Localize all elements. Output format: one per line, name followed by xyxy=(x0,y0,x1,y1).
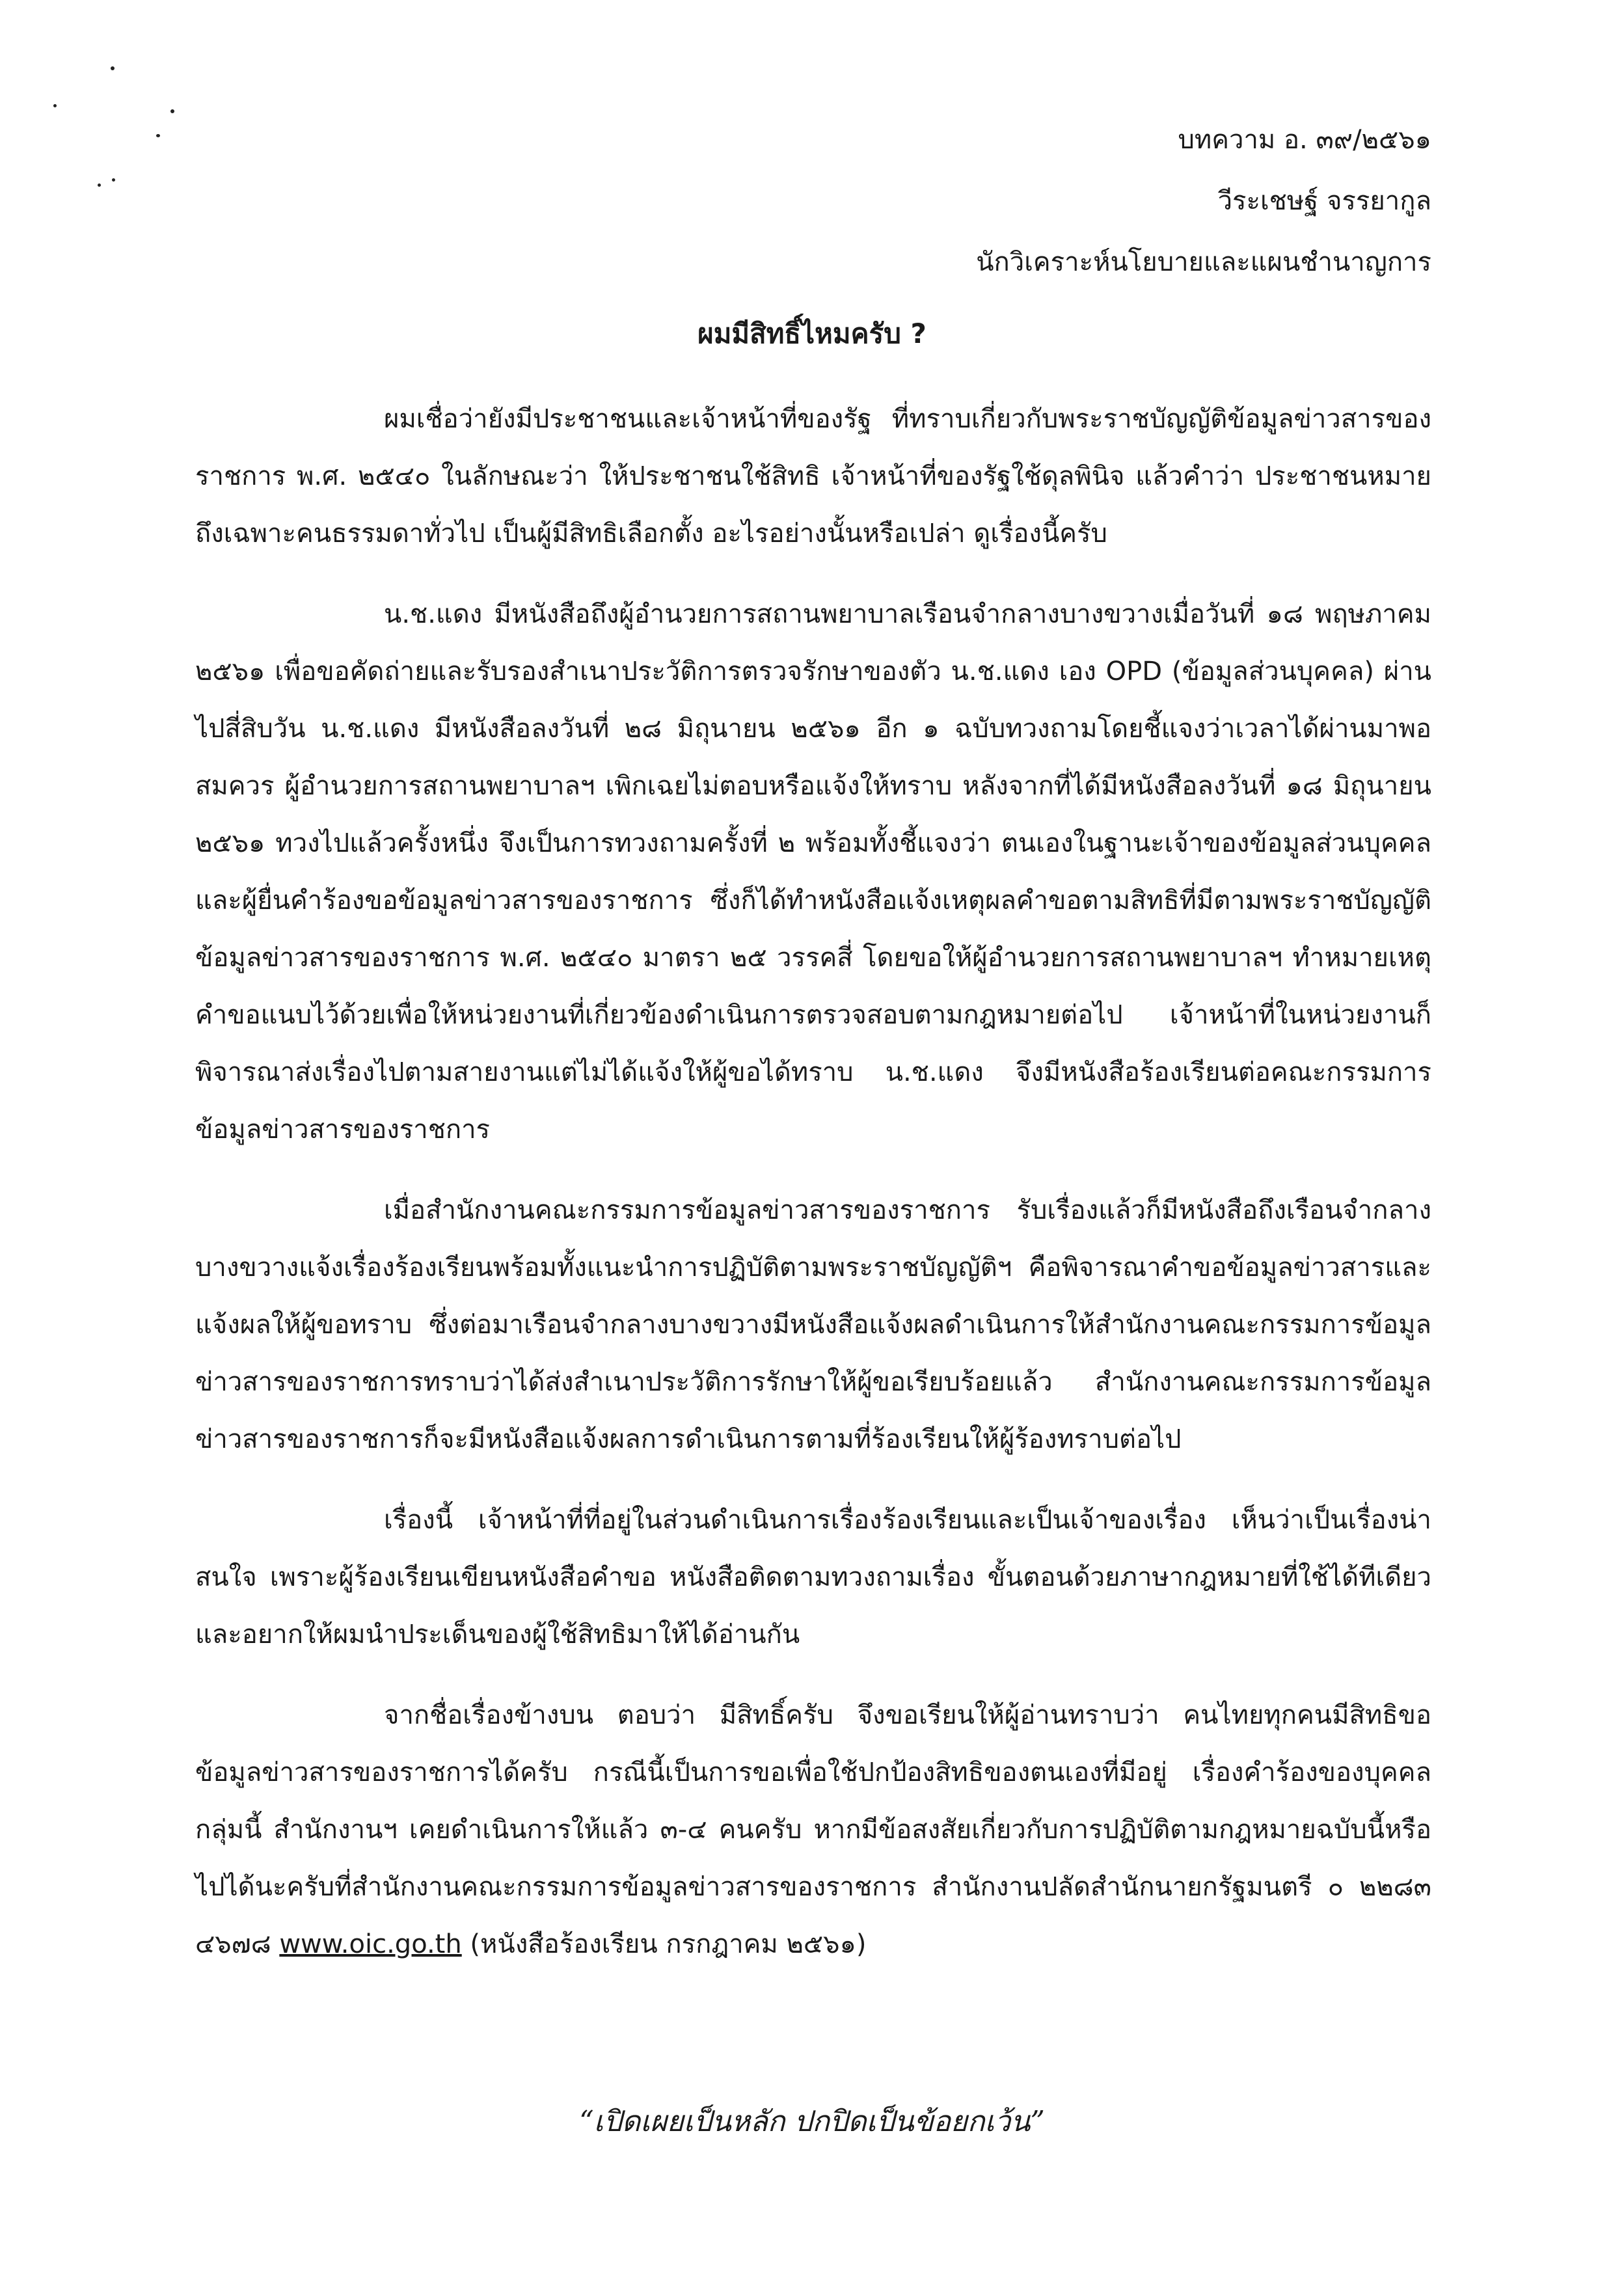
article-number: บทความ อ. ๓๙/๒๕๖๑ xyxy=(1178,125,1431,155)
scan-speck xyxy=(112,178,115,182)
scan-speck xyxy=(156,134,160,137)
body-paragraph: เรื่องนี้ เจ้าหน้าที่ที่อยู่ในส่วนดำเนินการเรื่องร้องเรียนและเป็นเจ้าของเรื่อง เห็นว่าเป็นเรื่องน่าสนใจ เพราะผู้ร้องเรียนเขียนหนังสือคำขอ หนังสือติดตามทวงถามเรื่อง ขั้นตอนด้วยภาษากฎหมายที่ใช้ได้ทีเดียว และอยากให้ผมนำประเด็นของผู้ใช้สิทธิมาให้ได้อ่านกัน xyxy=(195,1505,1431,1650)
body-paragraph: ผมเชื่อว่ายังมีประชาชนและเจ้าหน้าที่ของรัฐ ที่ทราบเกี่ยวกับพระราชบัญญัติข้อมูลข่าวสารของราชการ พ.ศ. ๒๕๔๐ ในลักษณะว่า ให้ประชาชนใช้สิทธิ เจ้าหน้าที่ของรัฐใช้ดุลพินิจ แล้วคำว่า ประชาชนหมายถึงเฉพาะคนธรรมดาทั่วไป เป็นผู้มีสิทธิเลือกตั้ง อะไรอย่างนั้นหรือเปล่า ดูเรื่องนี้ครับ xyxy=(195,404,1431,549)
closing-source-note: (หนังสือร้องเรียน กรกฎาคม ๒๕๖๑) xyxy=(461,1929,867,1959)
slogan: “เปิดเผยเป็นหลัก ปกปิดเป็นข้อยกเว้น” xyxy=(579,2105,1045,2138)
author-name: วีระเชษฐ์ จรรยากูล xyxy=(1217,186,1431,216)
scan-speck xyxy=(170,109,174,113)
closing-paragraph xyxy=(195,1687,1431,1973)
document-body xyxy=(195,390,1431,1986)
author-position: นักวิเคราะห์นโยบายและแผนชำนาญการ xyxy=(976,247,1431,277)
scan-speck xyxy=(111,66,115,70)
document-header xyxy=(976,109,1431,293)
scan-speck xyxy=(98,183,101,187)
document-title: ผมมีสิทธิ์ไหมครับ ? xyxy=(697,318,927,349)
body-paragraph: น.ช.แดง มีหนังสือถึงผู้อำนวยการสถานพยาบาลเรือนจำกลางบางขวางเมื่อวันที่ ๑๘ พฤษภาคม ๒๕๖๑ เพื่อขอคัดถ่ายและรับรองสำเนาประวัติการตรวจรักษาของตัว น.ช.แดง เอง OPD (ข้อมูลส่วนบุคคล) ผ่านไปสี่สิบวัน น.ช.แดง มีหนังสือลงวันที่ ๒๘ มิถุนายน ๒๕๖๑ อีก ๑ ฉบับทวงถามโดยชี้แจงว่าเวลาได้ผ่านมาพอสมควร ผู้อำนวยการสถานพยาบาลฯ เพิกเฉยไม่ตอบหรือแจ้งให้ทราบ หลังจากที่ได้มีหนังสือลงวันที่ ๑๘ มิถุนายน ๒๕๖๑ ทวงไปแล้วครั้งหนึ่ง จึงเป็นการทวงถามครั้งที่ ๒ พร้อมทั้งชี้แจงว่า ตนเองในฐานะเจ้าของข้อมูลส่วนบุคคลและผู้ยื่นคำร้องขอข้อมูลข่าวสารของราชการ ซึ่งก็ได้ทำหนังสือแจ้งเหตุผลคำขอตามสิทธิที่มีตามพระราชบัญญัติข้อมูลข่าวสารของราชการ พ.ศ. ๒๕๔๐ มาตรา ๒๕ วรรคสี่ โดยขอให้ผู้อำนวยการสถานพยาบาลฯ ทำหมายเหตุคำขอแนบไว้ด้วยเพื่อให้หน่วยงานที่เกี่ยวข้องดำเนินการตรวจสอบตามกฎหมายต่อไป เจ้าหน้าที่ในหน่วยงานก็พิจารณาส่งเรื่องไปตามสายงานแต่ไม่ได้แจ้งให้ผู้ขอได้ทราบ น.ช.แดง จึงมีหนังสือร้องเรียนต่อคณะกรรมการข้อมูลข่าวสารของราชการ xyxy=(195,599,1431,1145)
body-paragraph: เมื่อสำนักงานคณะกรรมการข้อมูลข่าวสารของราชการ รับเรื่องแล้วก็มีหนังสือถึงเรือนจำกลางบางขวางแจ้งเรื่องร้องเรียนพร้อมทั้งแนะนำการปฏิบัติตามพระราชบัญญัติฯ คือพิจารณาคำขอข้อมูลข่าวสารและแจ้งผลให้ผู้ขอทราบ ซึ่งต่อมาเรือนจำกลางบางขวางมีหนังสือแจ้งผลดำเนินการให้สำนักงานคณะกรรมการข้อมูลข่าวสารของราชการทราบว่าได้ส่งสำเนาประวัติการรักษาให้ผู้ขอเรียบร้อยแล้ว สำนักงานคณะกรรมการข้อมูลข่าวสารของราชการก็จะมีหนังสือแจ้งผลการดำเนินการตามที่ร้องเรียนให้ผู้ร้องทราบต่อไป xyxy=(195,1195,1431,1454)
scan-speck xyxy=(53,104,57,107)
closing-text: จากชื่อเรื่องข้างบน ตอบว่า มีสิทธิ์ครับ จึงขอเรียนให้ผู้อ่านทราบว่า คนไทยทุกคนมีสิทธิขอข้อมูลข่าวสารของราชการได้ครับ กรณีนี้เป็นการขอเพื่อใช้ปกป้องสิทธิของตนเองที่มีอยู่ เรื่องคำร้องของบุคคลกลุ่มนี้ สำนักงานฯ เคยดำเนินการให้แล้ว ๓-๔ คนครับ หากมีข้อสงสัยเกี่ยวกับการปฏิบัติตามกฎหมายฉบับนี้หรือไปได้นะครับที่สำนักงานคณะกรรมการข้อมูลข่าวสารของราชการ สำนักงานปลัดสำนักนายกรัฐมนตรี ๐ ๒๒๘๓ ๔๖๗๘ xyxy=(195,1700,1431,1959)
website-link[interactable]: www.oic.go.th xyxy=(279,1929,462,1959)
